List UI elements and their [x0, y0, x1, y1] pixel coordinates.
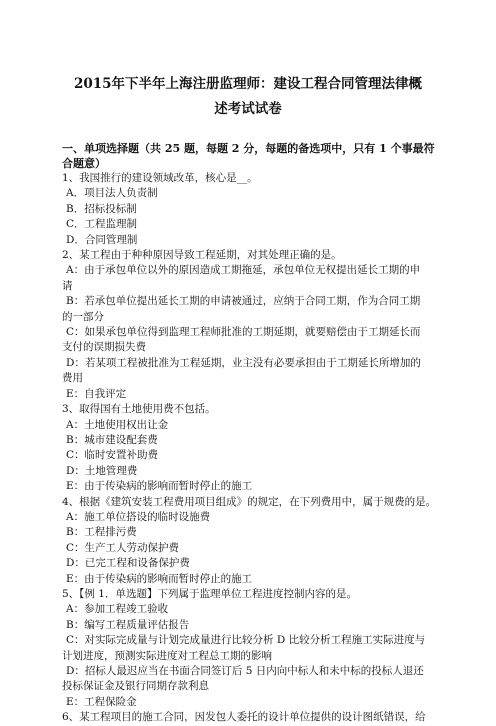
answer-option: A：参加工程竣工验收	[66, 603, 169, 616]
question-list	[62, 171, 442, 726]
answer-option: C．工程监理制	[66, 218, 138, 231]
answer-option: B：若承包单位提出延长工期的申请被通过，应纳于合同工期，作为合同工期	[66, 295, 421, 308]
question-text: 费用	[62, 372, 83, 385]
question-text: 1、我国推行的建设领域改革，核心是__。	[62, 172, 258, 184]
answer-option: E：工程保险金	[66, 695, 137, 708]
answer-option: C：如果承包单位得到监理工程师批准的工期延期，就要赔偿由于工期延长而	[66, 326, 421, 339]
answer-option: C：生产工人劳动保护费	[66, 541, 180, 554]
answer-option: A：土地使用权出让金	[66, 418, 169, 431]
answer-option: E：由于传染病的影响而暂时停止的施工	[66, 572, 253, 585]
document-title-line-1: 2015年下半年上海注册监理师：建设工程合同管理法律概	[73, 76, 423, 92]
answer-option: C：对实际完成量与计划完成量进行比较分析 D 比较分析工程施工实际进度与	[66, 634, 426, 647]
answer-option: A．项目法人负责制	[66, 187, 158, 200]
question-text: 6、某工程项目的施工合同，因发包人委托的设计单位提供的设计图纸错误，给	[62, 711, 426, 724]
question-text: 4、根据《建筑安装工程费用项目组成》的规定，在下列费用中，属于规费的是。	[62, 495, 437, 508]
answer-option: C：临时安置补助费	[66, 449, 159, 462]
answer-option: B：城市建设配套费	[66, 433, 158, 446]
question-text: 的一部分	[62, 310, 104, 323]
answer-option: E：自我评定	[66, 387, 127, 400]
answer-option: B：工程排污费	[66, 526, 137, 539]
question-text: 3、取得国有土地使用费不包括。	[62, 403, 216, 416]
document-title-line-2: 述考试试卷	[214, 101, 282, 117]
question-text: 支付的误期损失费	[62, 341, 146, 354]
section-heading: 一、单项选择题（共 25 题，每题 2 分，每题的备选项中，只有 1 个事最符合题意）	[62, 142, 435, 170]
question-text: 投标保证金及银行同期存款利息	[62, 680, 209, 693]
answer-option: D：招标人最迟应当在书面合同签订后 5 日内向中标人和未中标的投标人退还	[66, 665, 424, 677]
answer-option: A：由于承包单位以外的原因造成工期拖延，承包单位无权提出延长工期的申	[66, 264, 421, 277]
answer-option: B：编写工程质量评估报告	[66, 618, 190, 631]
question-text: 计划进度，预测实际进度对工程总工期的影响	[62, 649, 272, 662]
answer-option: E：由于传染病的影响而暂时停止的施工	[66, 480, 253, 493]
answer-option: D：已完工程和设备保护费	[66, 557, 190, 570]
question-text: 请	[62, 279, 73, 292]
question-text: 5、【例 1．单选题】下列属于监理单位工程进度控制内容的是。	[62, 587, 357, 600]
answer-option: A：施工单位搭设的临时设施费	[66, 510, 211, 523]
answer-option: D：若某项工程被批准为工程延期，业主没有必要承担由于工期延长所增加的	[66, 356, 421, 369]
answer-option: D：土地管理费	[66, 464, 138, 477]
answer-option: B．招标投标制	[66, 202, 137, 215]
answer-option: D．合同管理制	[66, 233, 138, 246]
question-text: 2、某工程由于种种原因导致工程延期，对其处理正确的是。	[62, 249, 342, 262]
